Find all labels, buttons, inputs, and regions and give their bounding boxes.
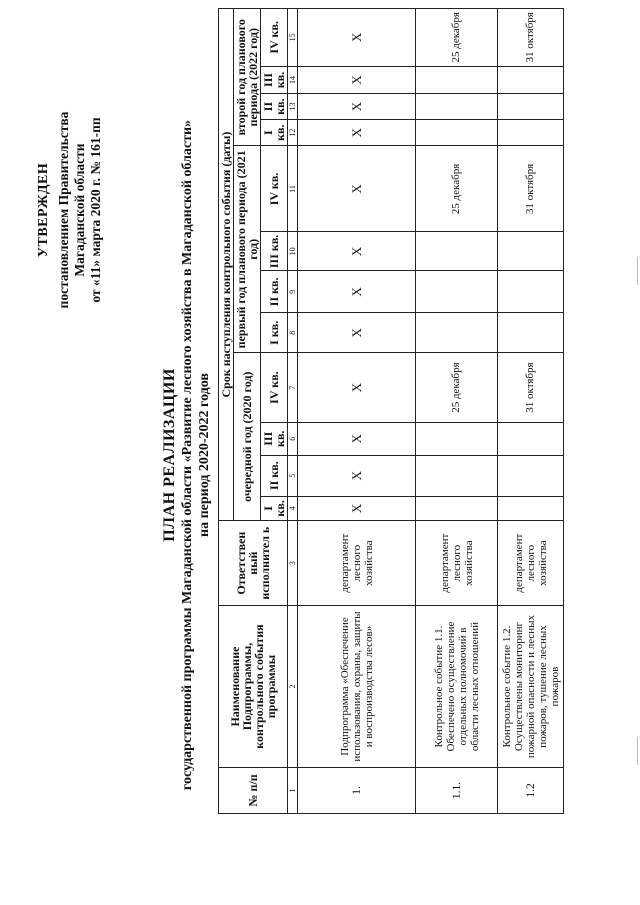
quarter-cell: Х bbox=[298, 94, 416, 120]
quarter-cell-date: 25 декабря bbox=[416, 146, 498, 232]
header-quarter: II кв. bbox=[261, 271, 288, 313]
quarter-cell bbox=[498, 66, 564, 94]
quarter-cell: Х bbox=[298, 353, 416, 423]
column-number: 5 bbox=[288, 455, 298, 496]
header-responsible: Ответствен ный исполнител ь bbox=[219, 521, 288, 606]
header-quarter: II кв. bbox=[261, 455, 288, 496]
row-number: 1.2 bbox=[498, 767, 564, 813]
header-num: № п/п bbox=[219, 767, 288, 813]
quarter-cell-date: 31 октября bbox=[498, 9, 564, 67]
column-number: 8 bbox=[288, 313, 298, 353]
quarter-cell: Х bbox=[298, 271, 416, 313]
approval-line-1: постановлением Правительства bbox=[56, 111, 71, 309]
header-quarter: II кв. bbox=[261, 94, 288, 120]
quarter-cell: Х bbox=[298, 9, 416, 67]
quarter-cell bbox=[416, 271, 498, 313]
approval-line-2: Магаданской области bbox=[72, 143, 87, 277]
column-number: 4 bbox=[288, 496, 298, 521]
header-year-2021: первый год планового периода (2021 год) bbox=[234, 146, 261, 353]
quarter-cell: Х bbox=[298, 496, 416, 521]
column-number: 3 bbox=[288, 521, 298, 606]
quarter-cell bbox=[416, 119, 498, 146]
column-number: 14 bbox=[288, 66, 298, 94]
row-number: 1.1. bbox=[416, 767, 498, 813]
row-name: Подпрограмма «Обеспечение использования, охраны, защиты и воспроизводства лесов» bbox=[298, 606, 416, 768]
quarter-cell bbox=[498, 422, 564, 455]
quarter-cell: Х bbox=[298, 313, 416, 353]
quarter-cell bbox=[498, 271, 564, 313]
table-row-event-1-2 bbox=[498, 9, 564, 814]
table-row-event-1-1 bbox=[416, 9, 498, 814]
column-number: 11 bbox=[288, 146, 298, 232]
page-edge-mark bbox=[637, 257, 638, 285]
quarter-cell bbox=[498, 313, 564, 353]
row-name: Контрольное событие 1.1. Обеспечено осуществление отдельных полномочий в области лесных отношений bbox=[416, 606, 498, 768]
column-number: 10 bbox=[288, 232, 298, 271]
header-year-2020: очередной год (2020 год) bbox=[234, 353, 261, 521]
quarter-cell bbox=[498, 94, 564, 120]
quarter-cell-date: 31 октября bbox=[498, 146, 564, 232]
column-number: 2 bbox=[288, 606, 298, 768]
table-row-subprogram bbox=[298, 9, 416, 814]
quarter-cell bbox=[416, 232, 498, 271]
quarter-cell: Х bbox=[298, 232, 416, 271]
header-deadline: Срок наступления контрольного события (даты) bbox=[219, 9, 234, 521]
quarter-cell bbox=[416, 455, 498, 496]
header-row-1 bbox=[219, 9, 234, 814]
quarter-cell bbox=[416, 313, 498, 353]
header-quarter: III кв. bbox=[261, 422, 288, 455]
approval-heading: УТВЕРЖДЕН bbox=[36, 162, 51, 258]
header-year-2022: второй год планового периода (2022 год) bbox=[234, 9, 261, 146]
quarter-cell bbox=[498, 232, 564, 271]
header-quarter: III кв. bbox=[261, 232, 288, 271]
header-quarter: IV кв. bbox=[261, 9, 288, 67]
column-number: 9 bbox=[288, 271, 298, 313]
column-number: 15 bbox=[288, 9, 298, 67]
header-quarter: I кв. bbox=[261, 313, 288, 353]
header-quarter: IV кв. bbox=[261, 146, 288, 232]
quarter-cell bbox=[498, 455, 564, 496]
column-number-row bbox=[288, 9, 298, 814]
quarter-cell: Х bbox=[298, 146, 416, 232]
column-number: 1 bbox=[288, 767, 298, 813]
header-name: Наименование Подпрограммы, контрольного события программы bbox=[219, 606, 288, 768]
quarter-cell bbox=[416, 422, 498, 455]
quarter-cell bbox=[416, 496, 498, 521]
quarter-cell-date: 31 октября bbox=[498, 353, 564, 423]
header-quarter: III кв. bbox=[261, 66, 288, 94]
row-name: Контрольное событие 1.2. Осуществлены мониторинг пожарной опасности и лесных пожаров, тушение лесных пожаров bbox=[498, 606, 564, 768]
quarter-cell: Х bbox=[298, 66, 416, 94]
approval-stamp bbox=[36, 45, 104, 375]
quarter-cell bbox=[416, 66, 498, 94]
title-line-2: государственной программы Магаданской области «Развитие лесного хозяйства в Магаданской области» bbox=[180, 119, 195, 791]
row-responsible: департамент лесного хозяйства bbox=[298, 521, 416, 606]
quarter-cell bbox=[416, 94, 498, 120]
column-number: 13 bbox=[288, 94, 298, 120]
page-edge-mark bbox=[637, 737, 638, 765]
quarter-cell: Х bbox=[298, 119, 416, 146]
column-number: 7 bbox=[288, 353, 298, 423]
row-responsible: департамент лесного хозяйства bbox=[498, 521, 564, 606]
quarter-cell-date: 25 декабря bbox=[416, 353, 498, 423]
document-title bbox=[160, 105, 213, 805]
header-quarter: I кв. bbox=[261, 496, 288, 521]
quarter-cell: Х bbox=[298, 422, 416, 455]
quarter-cell bbox=[498, 119, 564, 146]
implementation-plan-table bbox=[218, 8, 564, 814]
quarter-cell-date: 25 декабря bbox=[416, 9, 498, 67]
column-number: 12 bbox=[288, 119, 298, 146]
header-quarter: I кв. bbox=[261, 119, 288, 146]
title-line-1: ПЛАН РЕАЛИЗАЦИИ bbox=[161, 368, 178, 542]
row-number: 1. bbox=[298, 767, 416, 813]
header-quarter: IV кв. bbox=[261, 353, 288, 423]
column-number: 6 bbox=[288, 422, 298, 455]
approval-line-3: от «11» марта 2020 г. № 161-пп bbox=[88, 117, 103, 303]
title-line-3: на период 2020-2022 годов bbox=[197, 373, 212, 537]
quarter-cell bbox=[498, 496, 564, 521]
quarter-cell: Х bbox=[298, 455, 416, 496]
row-responsible: департамент лесного хозяйства bbox=[416, 521, 498, 606]
